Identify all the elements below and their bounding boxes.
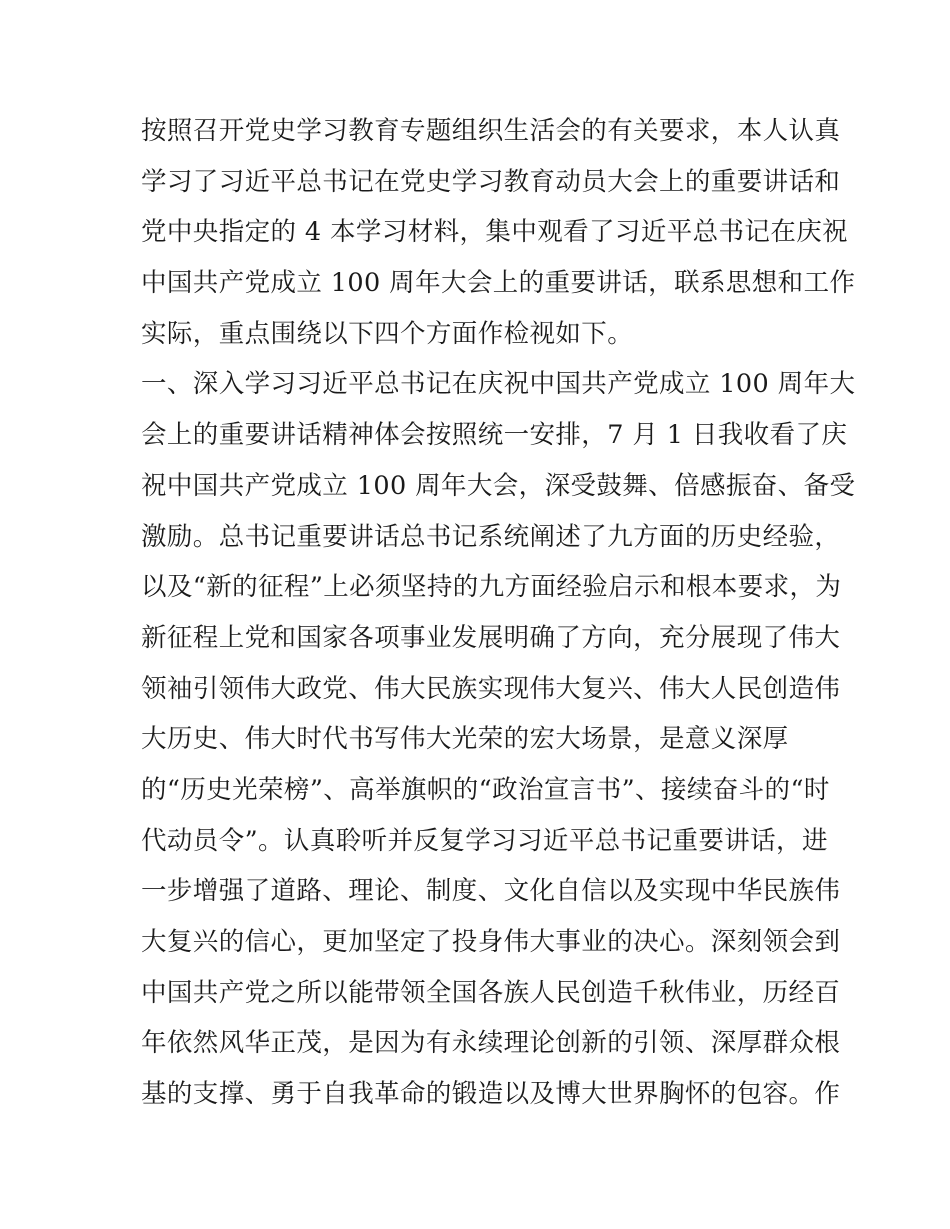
text-line: 按照召开党史学习教育专题组织生活会的有关要求，本人认真 bbox=[141, 116, 841, 146]
text-line: 领袖引领伟大政党、伟大民族实现伟大复兴、伟大人民创造伟 bbox=[141, 673, 841, 704]
text-line: 实际，重点围绕以下四个方面作检视如下。 bbox=[141, 318, 634, 349]
text-line: 年依然风华正茂，是因为有永续理论创新的引领、深厚群众根 bbox=[141, 1028, 841, 1059]
text-line: 学习了习近平总书记在党史学习教育动员大会上的重要讲话和 bbox=[141, 166, 841, 197]
text-line: 大历史、伟大时代书写伟大光荣的宏大场景，是意义深厚 bbox=[141, 724, 789, 755]
text-line: 祝中国共产党成立 100 周年大会，深受鼓舞、倍感振奋、备受 bbox=[141, 470, 856, 501]
text-line: 新征程上党和国家各项事业发展明确了方向，充分展现了伟大 bbox=[141, 622, 841, 653]
text-line: 激励。总书记重要讲话总书记系统阐述了九方面的历史经验， bbox=[141, 521, 841, 552]
text-line: 大复兴的信心，更加坚定了投身伟大事业的决心。深刻领会到 bbox=[141, 927, 841, 957]
text-line: 一步增强了道路、理论、制度、文化自信以及实现中华民族伟 bbox=[141, 876, 841, 907]
text-line: 会上的重要讲话精神体会按照统一安排，7 月 1 日我收看了庆 bbox=[141, 420, 848, 451]
text-line: 的“历史光荣榜”、高举旗帜的“政治宣言书”、接续奋斗的“时 bbox=[141, 774, 830, 805]
text-line: 基的支撑、勇于自我革命的锻造以及博大世界胸怀的包容。作 bbox=[141, 1079, 841, 1110]
text-line: 以及“新的征程”上必须坚持的九方面经验启示和根本要求，为 bbox=[141, 572, 842, 603]
text-line: 代动员令”。认真聆听并反复学习习近平总书记重要讲话，进 bbox=[141, 825, 828, 856]
text-line: 中国共产党成立 100 周年大会上的重要讲话，联系思想和工作 bbox=[141, 268, 856, 299]
text-line: 中国共产党之所以能带领全国各族人民创造千秋伟业，历经百 bbox=[141, 977, 841, 1008]
section-heading-line: 一、深入学习习近平总书记在庆祝中国共产党成立 100 周年大 bbox=[141, 369, 856, 400]
text-line: 党中央指定的 4 本学习材料，集中观看了习近平总书记在庆祝 bbox=[141, 217, 849, 248]
document-body bbox=[141, 106, 856, 1120]
